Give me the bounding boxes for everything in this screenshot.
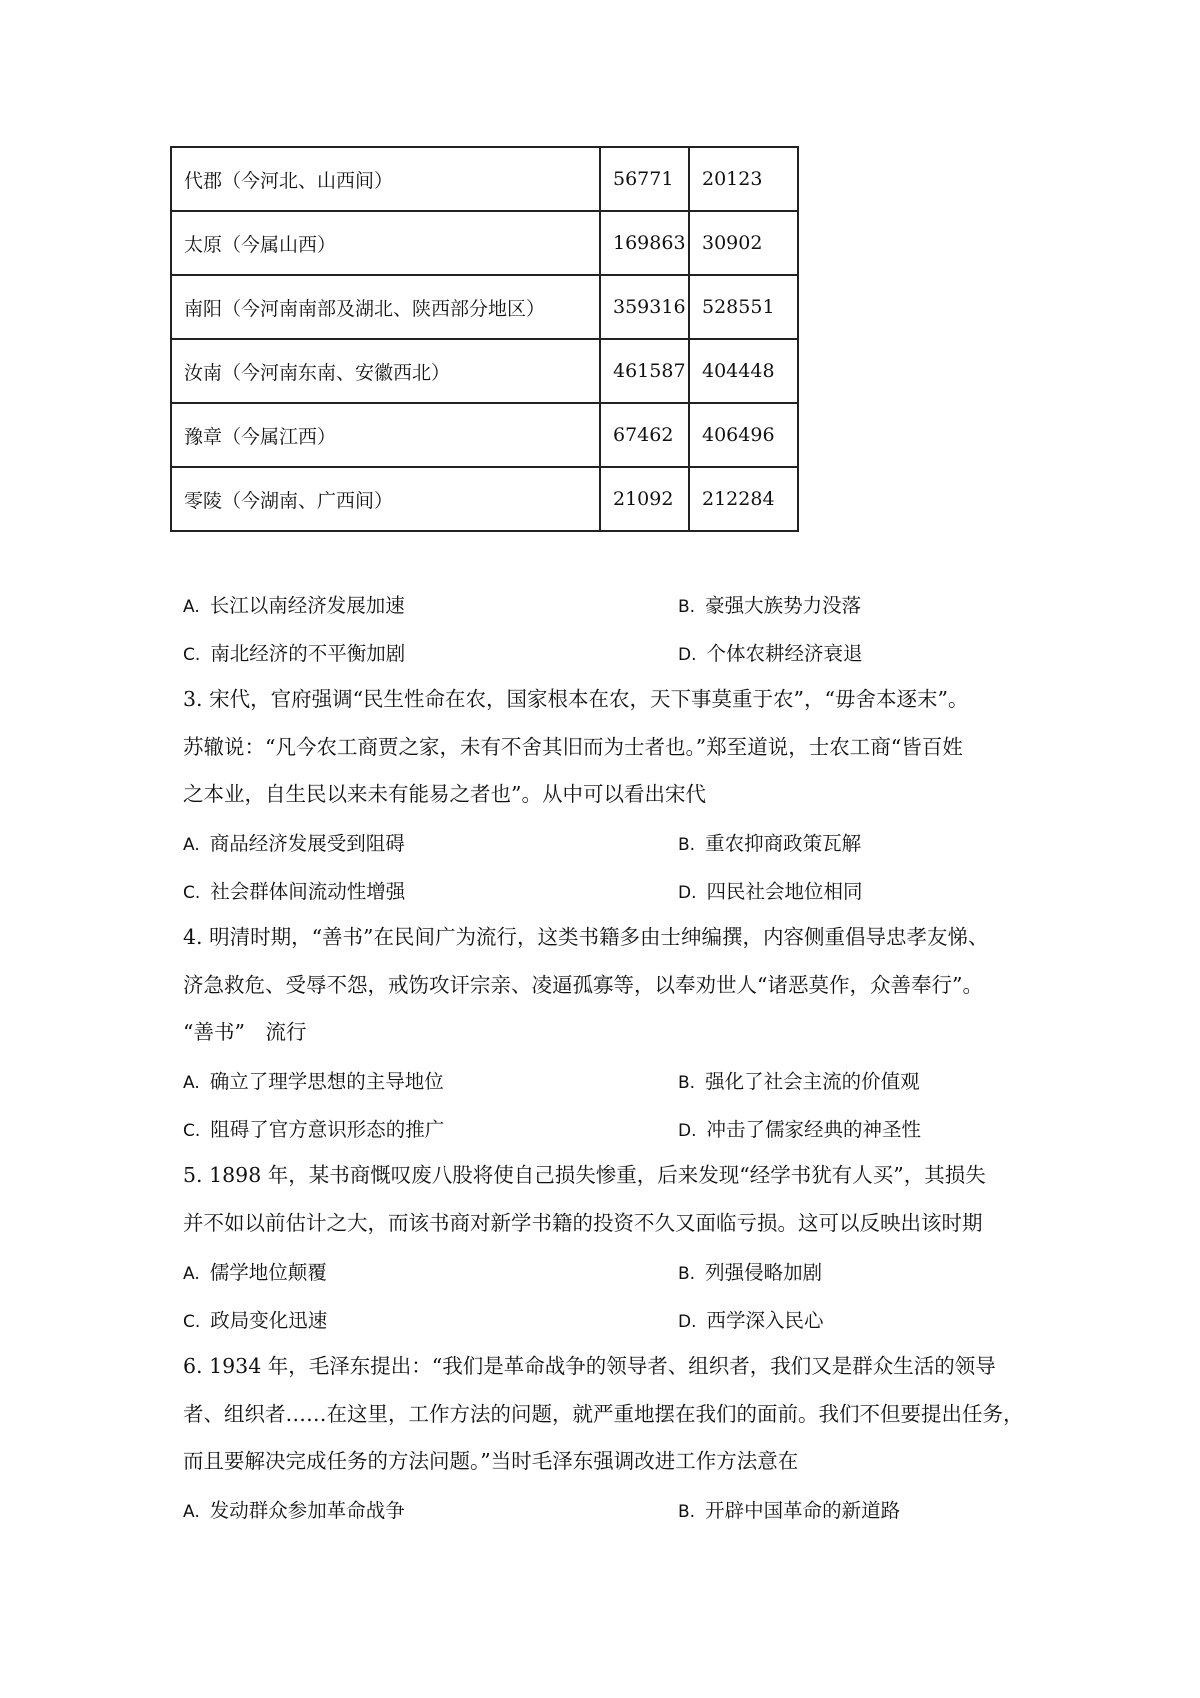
table-cell: 528551 bbox=[689, 275, 798, 339]
q2-option-d: D. 个体农耕经济衰退 bbox=[678, 642, 863, 665]
table-cell: 南阳（今河南南部及湖北、陕西部分地区） bbox=[171, 275, 600, 339]
question-4-stem bbox=[183, 914, 1033, 1057]
q4-option-d: D. 冲击了儒家经典的神圣性 bbox=[678, 1118, 922, 1141]
q5-option-c: C. 政局变化迅速 bbox=[183, 1309, 328, 1332]
table-cell: 零陵（今湖南、广西间） bbox=[171, 467, 600, 531]
q5-option-a: A. 儒学地位颠覆 bbox=[183, 1261, 327, 1284]
table-row bbox=[171, 339, 798, 403]
question-line: 济急救危、受辱不怨，戒饬攻讦宗亲、凌逼孤寡等，以奉劝世人“诸恶莫作，众善奉行”。 bbox=[183, 972, 983, 997]
table-row bbox=[171, 211, 798, 275]
question-line: 而且要解决完成任务的方法问题。”当时毛泽东强调改进工作方法意在 bbox=[183, 1449, 799, 1473]
q4-option-c: C. 阻碍了官方意识形态的推广 bbox=[183, 1118, 445, 1141]
table-cell: 21092 bbox=[600, 467, 689, 531]
q6-option-a: A. 发动群众参加革命战争 bbox=[183, 1499, 405, 1522]
table-row bbox=[171, 147, 798, 211]
table-row bbox=[171, 403, 798, 467]
table-cell: 56771 bbox=[600, 147, 689, 211]
q4-option-b: B. 强化了社会主流的价值观 bbox=[678, 1070, 920, 1093]
q3-option-d: D. 四民社会地位相同 bbox=[678, 880, 863, 903]
q4-option-a: A. 确立了理学思想的主导地位 bbox=[183, 1070, 444, 1093]
question-line: 4. 明清时期，“善书”在民间广为流行，这类书籍多由士绅编撰，内容侧重倡导忠孝友悌、 bbox=[183, 925, 989, 949]
q6-option-b: B. 开辟中国革命的新道路 bbox=[678, 1499, 901, 1522]
table-cell: 代郡（今河北、山西间） bbox=[171, 147, 600, 211]
question-5-stem bbox=[183, 1152, 1033, 1247]
q3-option-c: C. 社会群体间流动性增强 bbox=[183, 880, 406, 903]
q2-option-b: B. 豪强大族势力没落 bbox=[678, 594, 862, 617]
table-row bbox=[171, 467, 798, 531]
table-cell: 212284 bbox=[689, 467, 798, 531]
table-cell: 30902 bbox=[689, 211, 798, 275]
table-row bbox=[171, 275, 798, 339]
table-cell: 汝南（今河南东南、安徽西北） bbox=[171, 339, 600, 403]
question-line: 者、组织者……在这里，工作方法的问题，就严重地摆在我们的面前。我们不但要提出任务， bbox=[183, 1401, 1024, 1426]
table-cell: 169863 bbox=[600, 211, 689, 275]
question-line: 6. 1934 年，毛泽东提出：“我们是革命战争的领导者、组织者，我们又是群众生活的领导 bbox=[183, 1354, 996, 1378]
table-cell: 67462 bbox=[600, 403, 689, 467]
question-line: 之本业，自生民以来未有能易之者也”。从中可以看出宋代 bbox=[183, 782, 706, 806]
question-line: 3. 宋代，官府强调“民生性命在农，国家根本在农，天下事莫重于农”，“毋舍本逐末”。 bbox=[183, 687, 969, 711]
table-cell: 406496 bbox=[689, 403, 798, 467]
population-table bbox=[170, 146, 799, 532]
table-cell: 461587 bbox=[600, 339, 689, 403]
question-3-stem bbox=[183, 676, 1033, 819]
question-6-stem bbox=[183, 1343, 1033, 1486]
q5-option-b: B. 列强侵略加剧 bbox=[678, 1261, 823, 1284]
q2-option-a: A. 长江以南经济发展加速 bbox=[183, 594, 405, 617]
question-line: 5. 1898 年，某书商慨叹废八股将使自己损失惨重，后来发现“经学书犹有人买”，其损失 bbox=[183, 1163, 986, 1187]
table-cell: 404448 bbox=[689, 339, 798, 403]
question-line: “善书” 流行 bbox=[183, 1020, 307, 1044]
table-cell: 豫章（今属江西） bbox=[171, 403, 600, 467]
question-line: 并不如以前估计之大，而该书商对新学书籍的投资不久又面临亏损。这可以反映出该时期 bbox=[183, 1210, 983, 1235]
table-cell: 太原（今属山西） bbox=[171, 211, 600, 275]
q3-option-a: A. 商品经济发展受到阻碍 bbox=[183, 832, 405, 855]
q2-option-c: C. 南北经济的不平衡加剧 bbox=[183, 642, 406, 665]
table-cell: 20123 bbox=[689, 147, 798, 211]
question-line: 苏辙说：“凡今农工商贾之家，未有不舍其旧而为士者也。”郑至道说，士农工商“皆百姓 bbox=[183, 734, 963, 759]
table-cell: 359316 bbox=[600, 275, 689, 339]
q5-option-d: D. 西学深入民心 bbox=[678, 1309, 824, 1332]
q3-option-b: B. 重农抑商政策瓦解 bbox=[678, 832, 862, 855]
